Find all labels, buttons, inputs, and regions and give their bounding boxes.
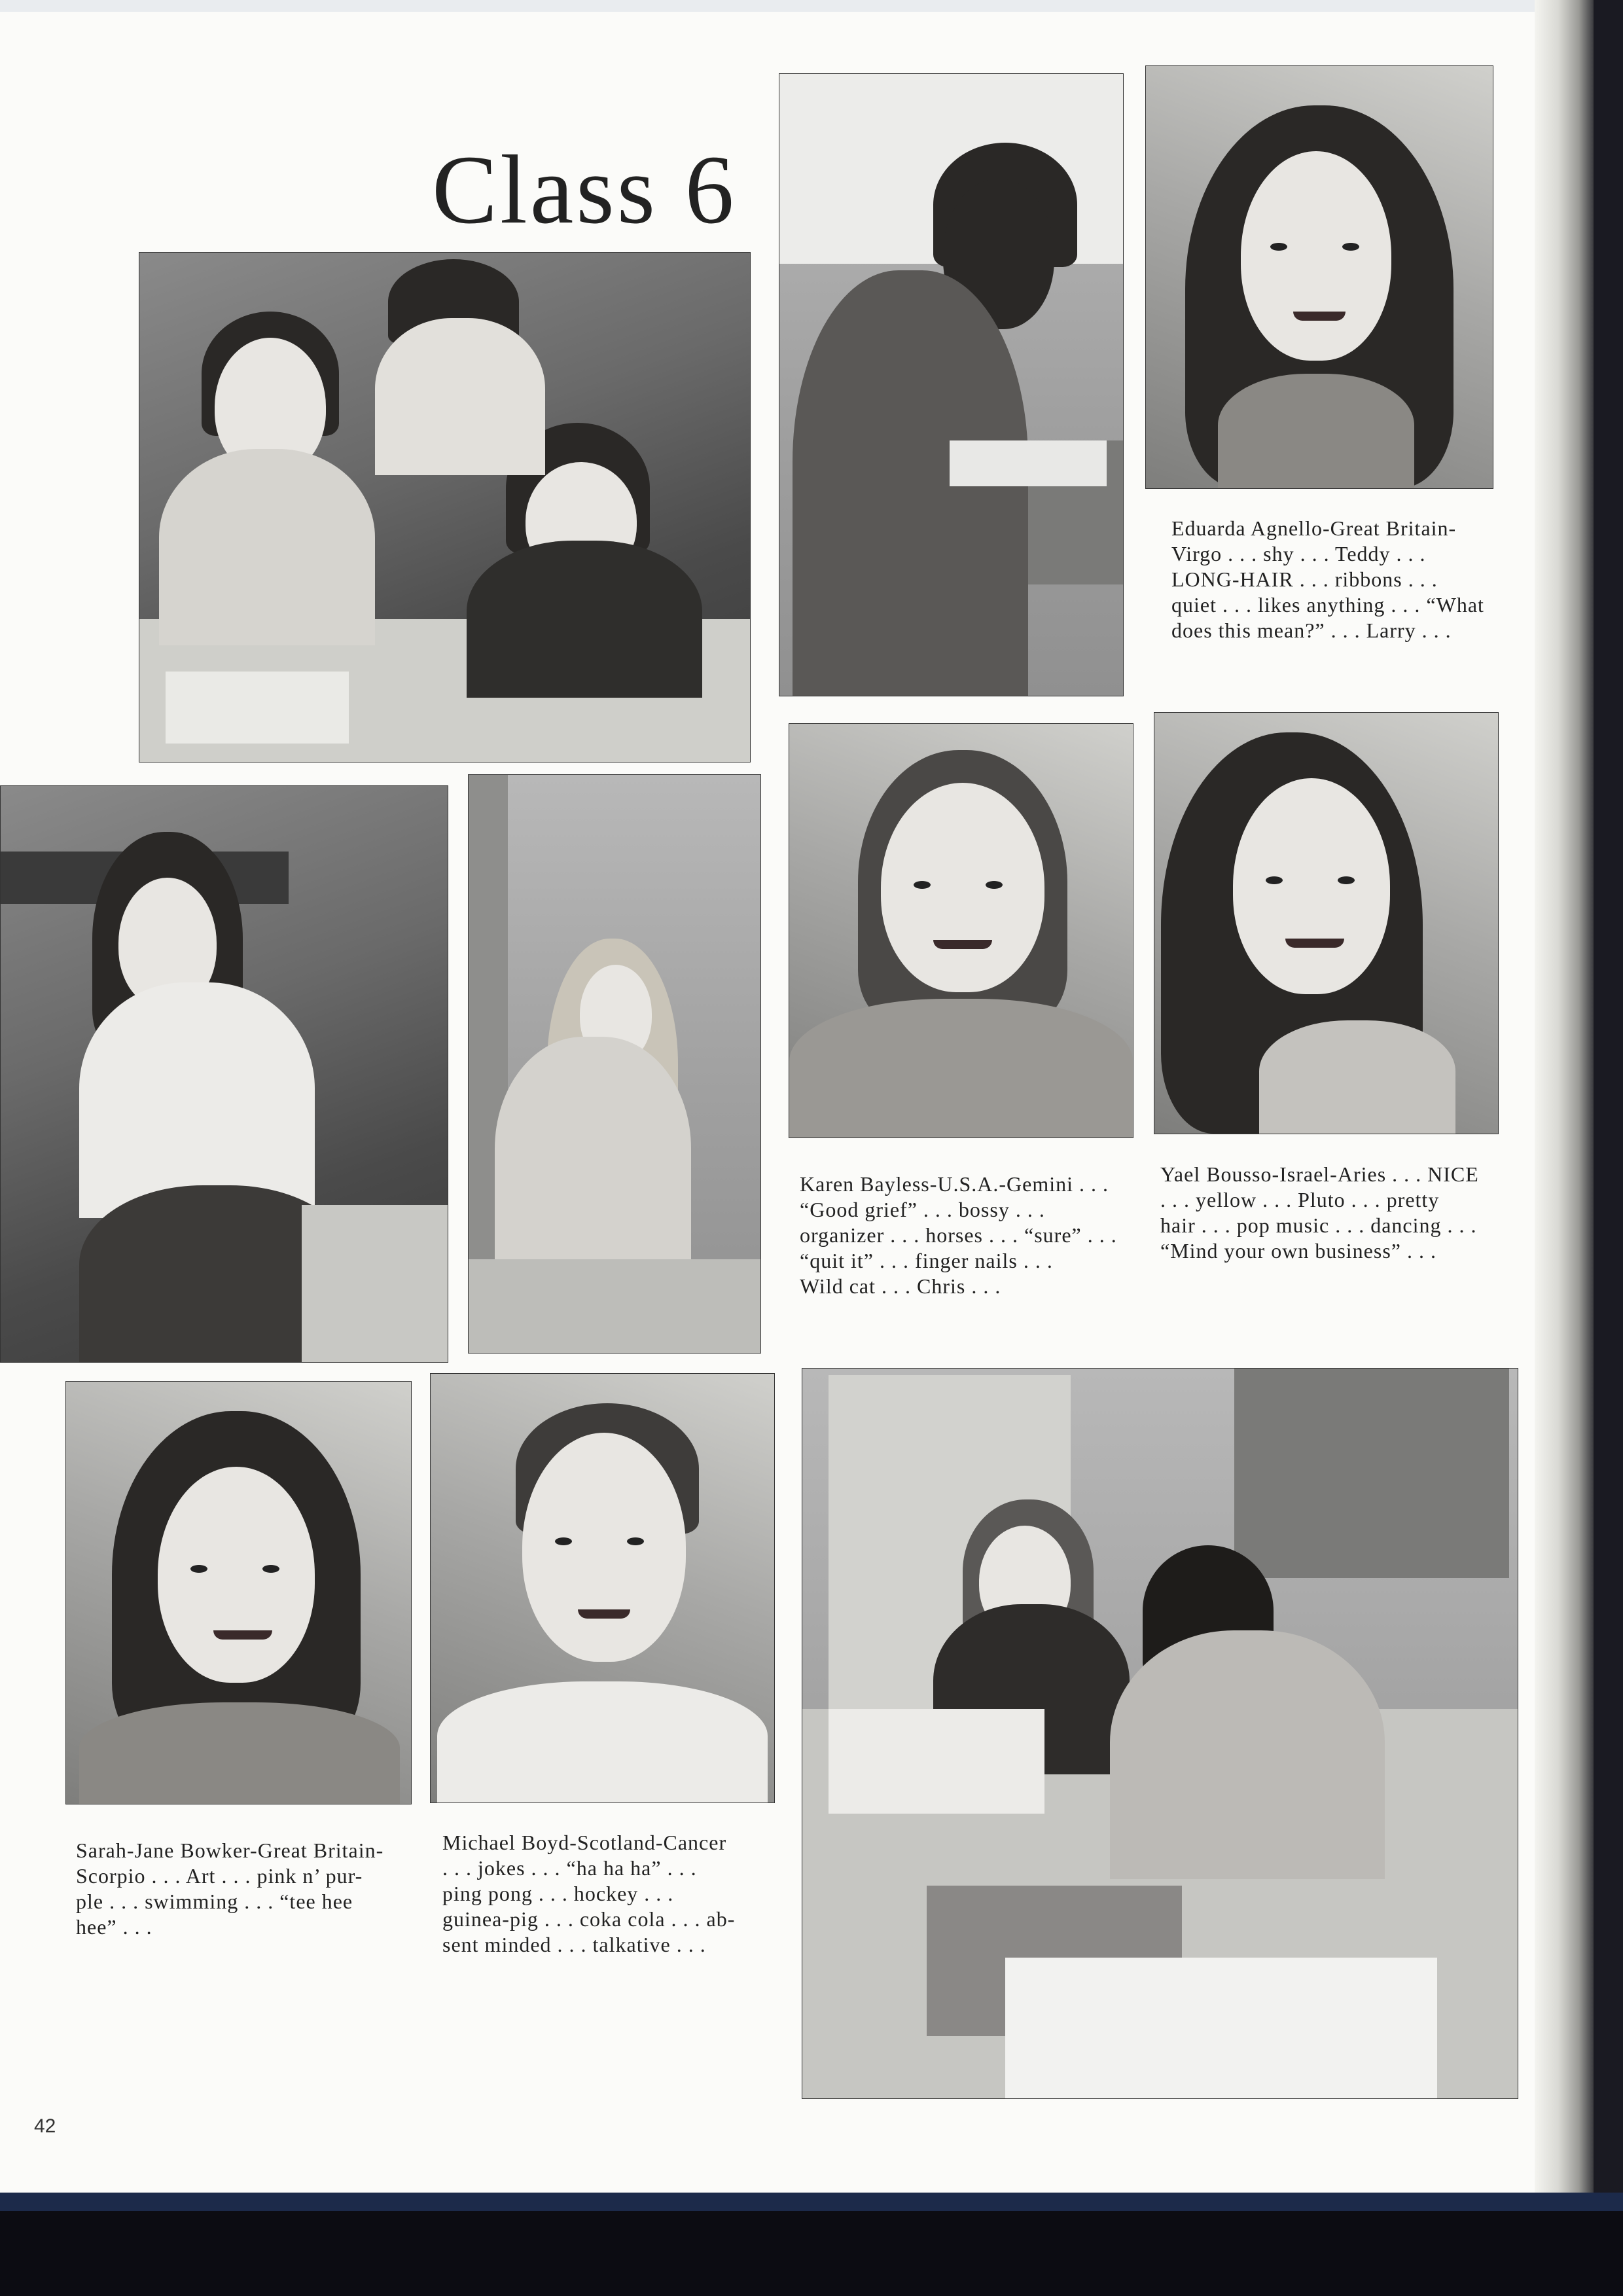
portrait-yael-bousso bbox=[1154, 712, 1499, 1134]
caption-line: Wild cat . . . Chris . . . bbox=[800, 1274, 1001, 1298]
caption-line: . . . jokes . . . “ha ha ha” . . . bbox=[442, 1856, 697, 1880]
page-number: 42 bbox=[34, 2115, 56, 2137]
caption-sarah-jane-bowker bbox=[76, 1838, 383, 1940]
girl-sitting-photo bbox=[0, 785, 448, 1363]
portrait-eduarda-agnello bbox=[1145, 65, 1493, 489]
caption-line: quiet . . . likes anything . . . “What bbox=[1171, 593, 1484, 617]
caption-line: Karen Bayless-U.S.A.-Gemini . . . bbox=[800, 1172, 1109, 1196]
caption-line: . . . yellow . . . Pluto . . . pretty bbox=[1160, 1188, 1440, 1211]
caption-line: Eduarda Agnello-Great Britain- bbox=[1171, 516, 1457, 540]
caption-line: hee” . . . bbox=[76, 1915, 152, 1939]
caption-line: Yael Bousso-Israel-Aries . . . NICE bbox=[1160, 1162, 1479, 1186]
caption-line: ple . . . swimming . . . “tee hee bbox=[76, 1890, 353, 1913]
portrait-michael-boyd bbox=[430, 1373, 775, 1803]
caption-michael-boyd bbox=[442, 1830, 735, 1958]
caption-line: “Mind your own business” . . . bbox=[1160, 1239, 1436, 1263]
blond-girl-desk-photo bbox=[468, 774, 761, 1354]
students-studying-photo bbox=[802, 1368, 1518, 2099]
caption-line: Virgo . . . shy . . . Teddy . . . bbox=[1171, 542, 1426, 565]
page-top-edge bbox=[0, 0, 1582, 12]
book-cover-edge bbox=[0, 2193, 1623, 2211]
caption-line: sent minded . . . talkative . . . bbox=[442, 1933, 706, 1956]
classroom-photo-group bbox=[139, 252, 751, 762]
caption-line: ping pong . . . hockey . . . bbox=[442, 1882, 674, 1905]
caption-eduarda-agnello bbox=[1171, 516, 1484, 643]
caption-line: hair . . . pop music . . . dancing . . . bbox=[1160, 1213, 1477, 1237]
student-reading-photo bbox=[779, 73, 1124, 696]
caption-yael-bousso bbox=[1160, 1162, 1479, 1264]
book-spine bbox=[1535, 0, 1594, 2193]
portrait-sarah-jane-bowker bbox=[65, 1381, 412, 1804]
caption-line: guinea-pig . . . coka cola . . . ab- bbox=[442, 1907, 736, 1931]
caption-line: “Good grief” . . . bossy . . . bbox=[800, 1198, 1045, 1221]
caption-line: LONG-HAIR . . . ribbons . . . bbox=[1171, 567, 1438, 591]
page-title: Class 6 bbox=[432, 135, 737, 244]
caption-line: Michael Boyd-Scotland-Cancer bbox=[442, 1831, 727, 1854]
portrait-karen-bayless bbox=[789, 723, 1133, 1138]
caption-line: “quit it” . . . finger nails . . . bbox=[800, 1249, 1053, 1272]
caption-line: Scorpio . . . Art . . . pink n’ pur- bbox=[76, 1864, 363, 1888]
caption-karen-bayless bbox=[800, 1172, 1117, 1299]
caption-line: Sarah-Jane Bowker-Great Britain- bbox=[76, 1839, 384, 1862]
scan-bottom-edge bbox=[0, 2193, 1623, 2296]
caption-line: organizer . . . horses . . . “sure” . . . bbox=[800, 1223, 1117, 1247]
caption-line: does this mean?” . . . Larry . . . bbox=[1171, 619, 1452, 642]
